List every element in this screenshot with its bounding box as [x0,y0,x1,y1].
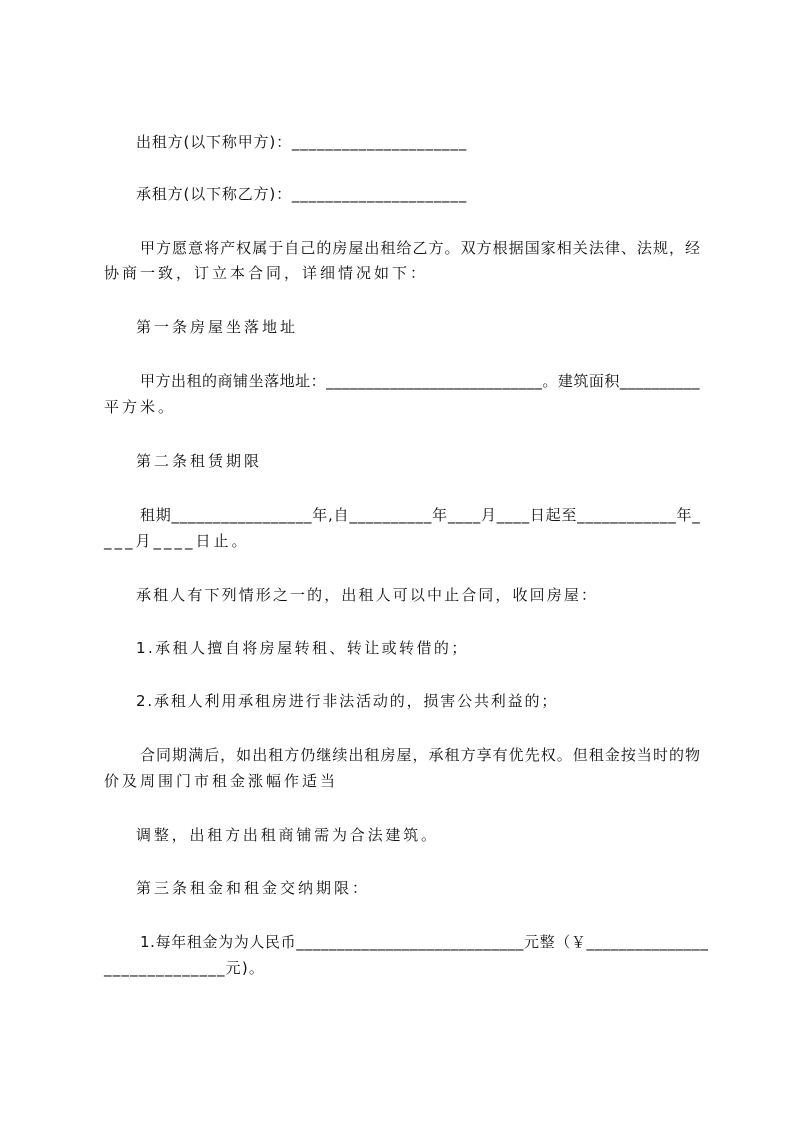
annual-rent-line-1: 1.每年租金为为人民币____________________________元整（￥_______________ [140,933,709,951]
article-3-heading: 第三条租金和租金交纳期限： [136,879,371,897]
article-1-heading: 第一条房屋坐落地址 [136,318,299,336]
intro-paragraph-line-1: 甲方愿意将产权属于自己的房屋出租给乙方。双方根据国家相关法律、法规，经 [140,239,702,257]
lease-term-line-2: ___月____日止。 [104,532,250,550]
lessor-line: 出租方(以下称甲方)：_____________________ [136,133,468,151]
renewal-paragraph-line-3: 调整，出租方出租商铺需为合法建筑。 [136,826,439,844]
termination-item-1: 1.承租人擅自将房屋转租、转让或转借的； [136,639,469,657]
termination-item-2: 2.承租人利用承租房进行非法活动的，损害公共利益的； [136,692,559,710]
intro-paragraph-line-2: 协商一致，订立本合同，详细情况如下： [104,264,429,282]
shop-address-line-2: 平方米。 [104,398,177,416]
termination-clause-intro: 承租人有下列情形之一的，出租人可以中止合同，收回房屋： [136,586,599,604]
renewal-paragraph-line-2: 价及周围门市租金涨幅作适当 [104,772,339,790]
annual-rent-line-2: ______________元)。 [104,959,266,977]
shop-address-line-1: 甲方出租的商铺坐落地址：___________________________。建筑面积__________ [140,372,701,390]
lessee-line: 承租方(以下称乙方)：_____________________ [136,185,468,203]
lease-term-line-1: 租期_________________年,自__________年____月____日起至____________年_ [140,506,701,524]
article-2-heading: 第二条租赁期限 [136,452,263,470]
renewal-paragraph-line-1: 合同期满后，如出租方仍继续出租房屋，承租方享有优先权。但租金按当时的物 [140,746,702,764]
